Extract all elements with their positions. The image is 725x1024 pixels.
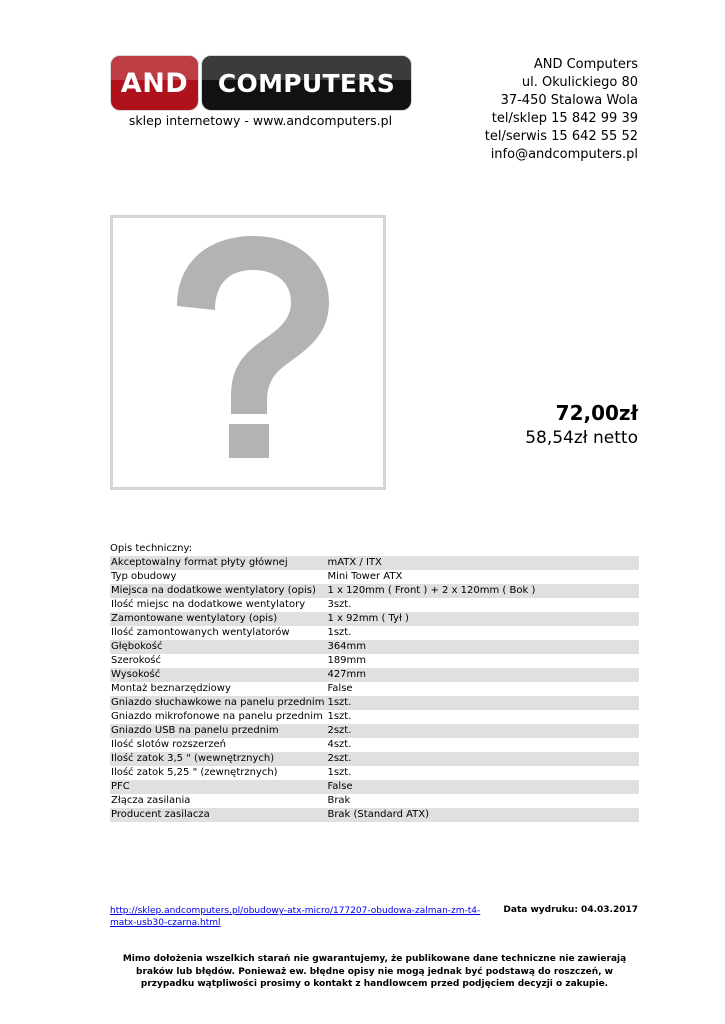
spec-key: Producent zasilacza [110, 808, 326, 822]
spec-row [110, 654, 639, 668]
spec-key: Zamontowane wentylatory (opis) [110, 612, 326, 626]
spec-key: PFC [110, 780, 326, 794]
spec-key: Ilość slotów rozszerzeń [111, 739, 226, 750]
specs-caption: Opis techniczny: [110, 543, 193, 554]
spec-row [110, 584, 639, 598]
spec-row [110, 696, 639, 710]
spec-key: Złącza zasilania [111, 795, 191, 806]
print-date: Data wydruku: 04.03.2017 [503, 905, 638, 915]
spec-row [110, 794, 639, 808]
company-name: AND Computers [533, 57, 638, 72]
question-mark-icon [113, 218, 383, 487]
company-address [485, 56, 638, 164]
logo-and-badge: AND [110, 55, 199, 111]
spec-row [110, 570, 639, 584]
spec-key: Wysokość [110, 668, 326, 682]
spec-value: 189mm [327, 655, 367, 666]
spec-key: Akceptowalny format płyty głównej [110, 556, 326, 570]
spec-row [110, 626, 639, 640]
spec-row [110, 598, 639, 612]
price-block [525, 400, 638, 450]
spec-value: 364mm [326, 640, 639, 654]
spec-key: Gniazdo mikrofonowe na panelu przednim [111, 711, 323, 722]
spec-key: Gniazdo USB na panelu przednim [110, 724, 326, 738]
spec-row [110, 724, 639, 738]
spec-value: Mini Tower ATX [327, 571, 403, 582]
spec-value: 4szt. [327, 739, 352, 750]
company-street: ul. Okulickiego 80 [521, 75, 638, 90]
spec-value: 2szt. [326, 724, 639, 738]
company-logo [110, 55, 411, 111]
spec-key: Ilość zamontowanych wentylatorów [111, 627, 290, 638]
spec-row [110, 710, 639, 724]
spec-key: Montaż beznarzędziowy [111, 683, 231, 694]
spec-key: Ilość miejsc na dodatkowe wentylatory [111, 599, 306, 610]
spec-key: Miejsca na dodatkowe wentylatory (opis) [110, 584, 326, 598]
spec-key: Gniazdo słuchawkowe na panelu przednim [111, 697, 325, 708]
spec-value: Brak (Standard ATX) [326, 808, 639, 822]
company-phone-service: tel/serwis 15 642 55 52 [484, 129, 638, 144]
spec-row [110, 808, 639, 822]
company-email: info@andcomputers.pl [490, 147, 638, 162]
spec-row [110, 780, 639, 794]
spec-value: False [326, 780, 639, 794]
spec-row [110, 640, 639, 654]
product-link[interactable]: http://sklep.andcomputers.pl/obudowy-atx-micro/177207-obudowa-zalman-zm-t4-matx-usb30-czarna.html [110, 906, 481, 928]
spec-row [110, 752, 639, 766]
spec-value: 2szt. [326, 752, 639, 766]
product-image-placeholder [110, 215, 386, 490]
price-net: 58,54zł netto [525, 428, 638, 448]
spec-row [110, 738, 639, 752]
spec-value: mATX / ITX [326, 556, 639, 570]
spec-key: Głębokość [110, 640, 326, 654]
specs-table [110, 556, 639, 822]
spec-value: 1szt. [326, 696, 639, 710]
spec-value: 1szt. [327, 627, 352, 638]
spec-value: False [327, 683, 353, 694]
spec-key: Ilość zatok 5,25 " (zewnętrznych) [111, 767, 278, 778]
logo-computers-badge: COMPUTERS [201, 55, 412, 111]
spec-value: Brak [327, 795, 351, 806]
spec-key: Typ obudowy [111, 571, 177, 582]
spec-row [110, 668, 639, 682]
spec-value: 1 x 120mm ( Front ) + 2 x 120mm ( Bok ) [326, 584, 639, 598]
spec-value: 1szt. [327, 767, 352, 778]
spec-key: Szerokość [111, 655, 162, 666]
spec-key: Ilość zatok 3,5 " (wewnętrznych) [110, 752, 326, 766]
spec-value: 427mm [326, 668, 639, 682]
spec-value: 1szt. [327, 711, 352, 722]
spec-row [110, 612, 639, 626]
shop-tagline: sklep internetowy - www.andcomputers.pl [128, 113, 393, 128]
spec-row [110, 556, 639, 570]
spec-value: 1 x 92mm ( Tył ) [326, 612, 639, 626]
company-phone-shop: tel/sklep 15 842 99 39 [491, 111, 638, 126]
spec-value: 3szt. [327, 599, 352, 610]
price-gross: 72,00zł [555, 401, 638, 425]
spec-row [110, 682, 639, 696]
spec-row [110, 766, 639, 780]
company-city: 37-450 Stalowa Wola [500, 93, 638, 108]
disclaimer: Mimo dołożenia wszelkich starań nie gwarantujemy, że publikowane dane techniczne nie zawierają braków lub błędów. Ponieważ ew. błędne opisy nie mogą jednak być podstawą do roszczeń, w przypadku wątpliwości prosimy o kontakt z handlowcem przed podjęciem decyzji o zakupie. [122, 954, 627, 989]
